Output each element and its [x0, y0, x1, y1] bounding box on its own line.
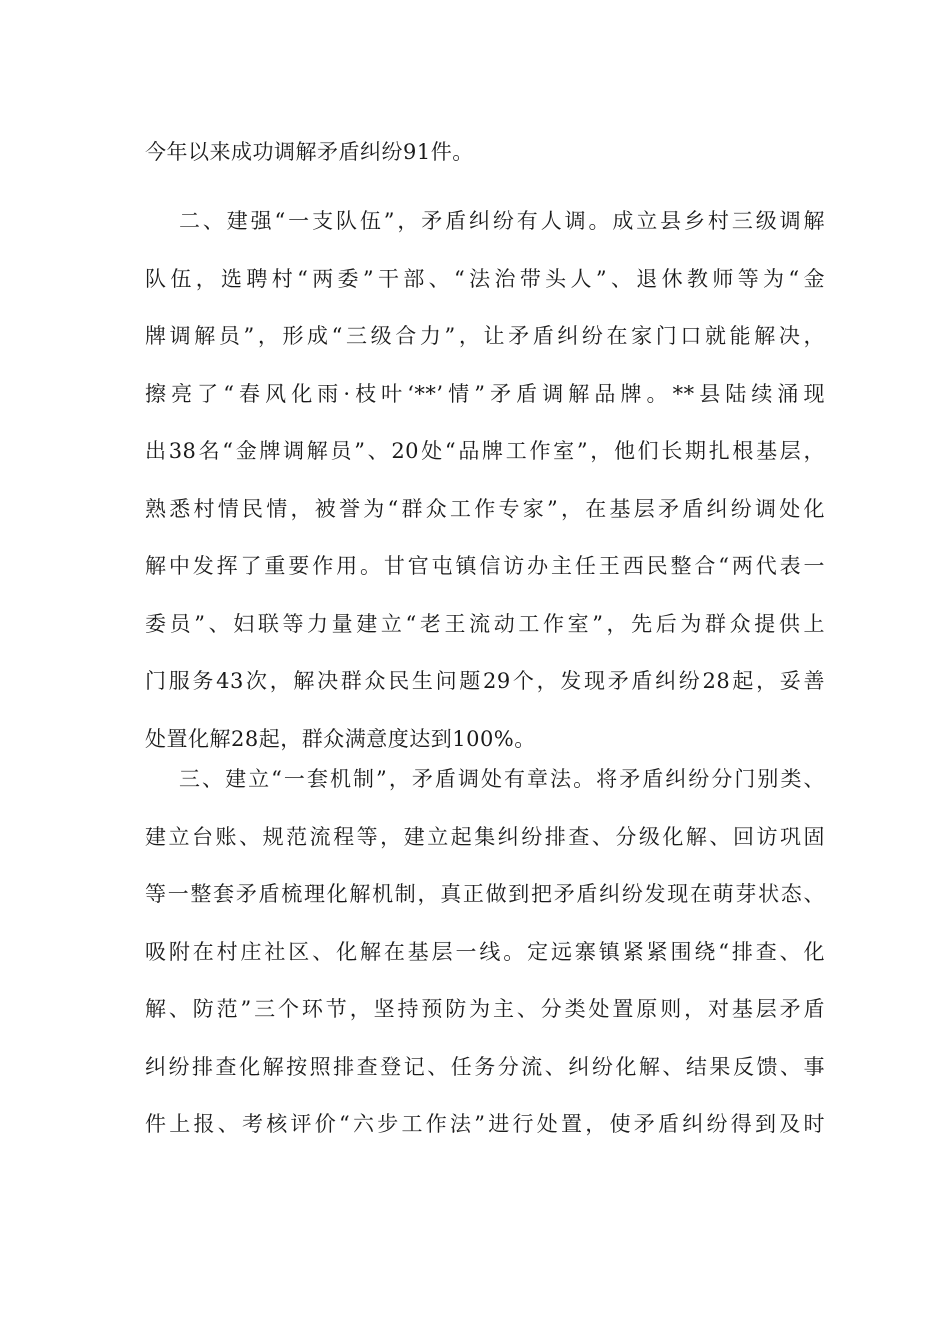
section-2-paragraph: [145, 193, 825, 768]
paragraph-line: 委员”、妇联等力量建立“老王流动工作室”，先后为群众提供上: [145, 611, 825, 636]
paragraph-line: 队伍，选聘村“两委”干部、“法治带头人”、退休教师等为“金: [145, 266, 825, 291]
paragraph-line: 三、建立“一套机制”，矛盾调处有章法。将矛盾纠纷分门别类、: [179, 767, 825, 791]
section-3-paragraph: [145, 751, 825, 1154]
paragraph-line: 纠纷排查化解按照排查登记、任务分流、纠纷化解、结果反馈、事: [145, 1054, 825, 1079]
intro-paragraph: [145, 124, 825, 182]
paragraph-line: 牌调解员”，形成“三级合力”，让矛盾纠纷在家门口就能解决，: [145, 324, 825, 348]
paragraph-line: 二、建强“一支队伍”，矛盾纠纷有人调。成立县乡村三级调解: [179, 209, 825, 233]
paragraph-line: 解、防范”三个环节，坚持预防为主、分类处置原则，对基层矛盾: [145, 997, 825, 1021]
paragraph-line: 吸附在村庄社区、化解在基层一线。定远寨镇紧紧围绕“排查、化: [145, 939, 825, 964]
paragraph-line: 出38名“金牌调解员”、20处“品牌工作室”，他们长期扎根基层，: [145, 439, 825, 463]
paragraph-line: 熟悉村情民情，被誉为“群众工作专家”，在基层矛盾纠纷调处化: [145, 496, 825, 521]
paragraph-line: 建立台账、规范流程等，建立起集纠纷排查、分级化解、回访巩固: [145, 824, 825, 849]
paragraph-line: 解中发挥了重要作用。甘官屯镇信访办主任王西民整合“两代表一: [145, 554, 825, 578]
paragraph-line: 处置化解28起，群众满意度达到100%。: [145, 726, 536, 751]
paragraph-line: 件上报、考核评价“六步工作法”进行处置，使矛盾纠纷得到及时: [145, 1112, 825, 1136]
paragraph-line: 今年以来成功调解矛盾纠纷91件。: [145, 140, 474, 164]
paragraph-line: 擦亮了“春风化雨·枝叶‘**’情”矛盾调解品牌。**县陆续涌现: [145, 381, 825, 406]
paragraph-line: 等一整套矛盾梳理化解机制，真正做到把矛盾纠纷发现在萌芽状态、: [145, 882, 825, 906]
paragraph-line: 门服务43次，解决群众民生问题29个，发现矛盾纠纷28起，妥善: [145, 669, 825, 693]
